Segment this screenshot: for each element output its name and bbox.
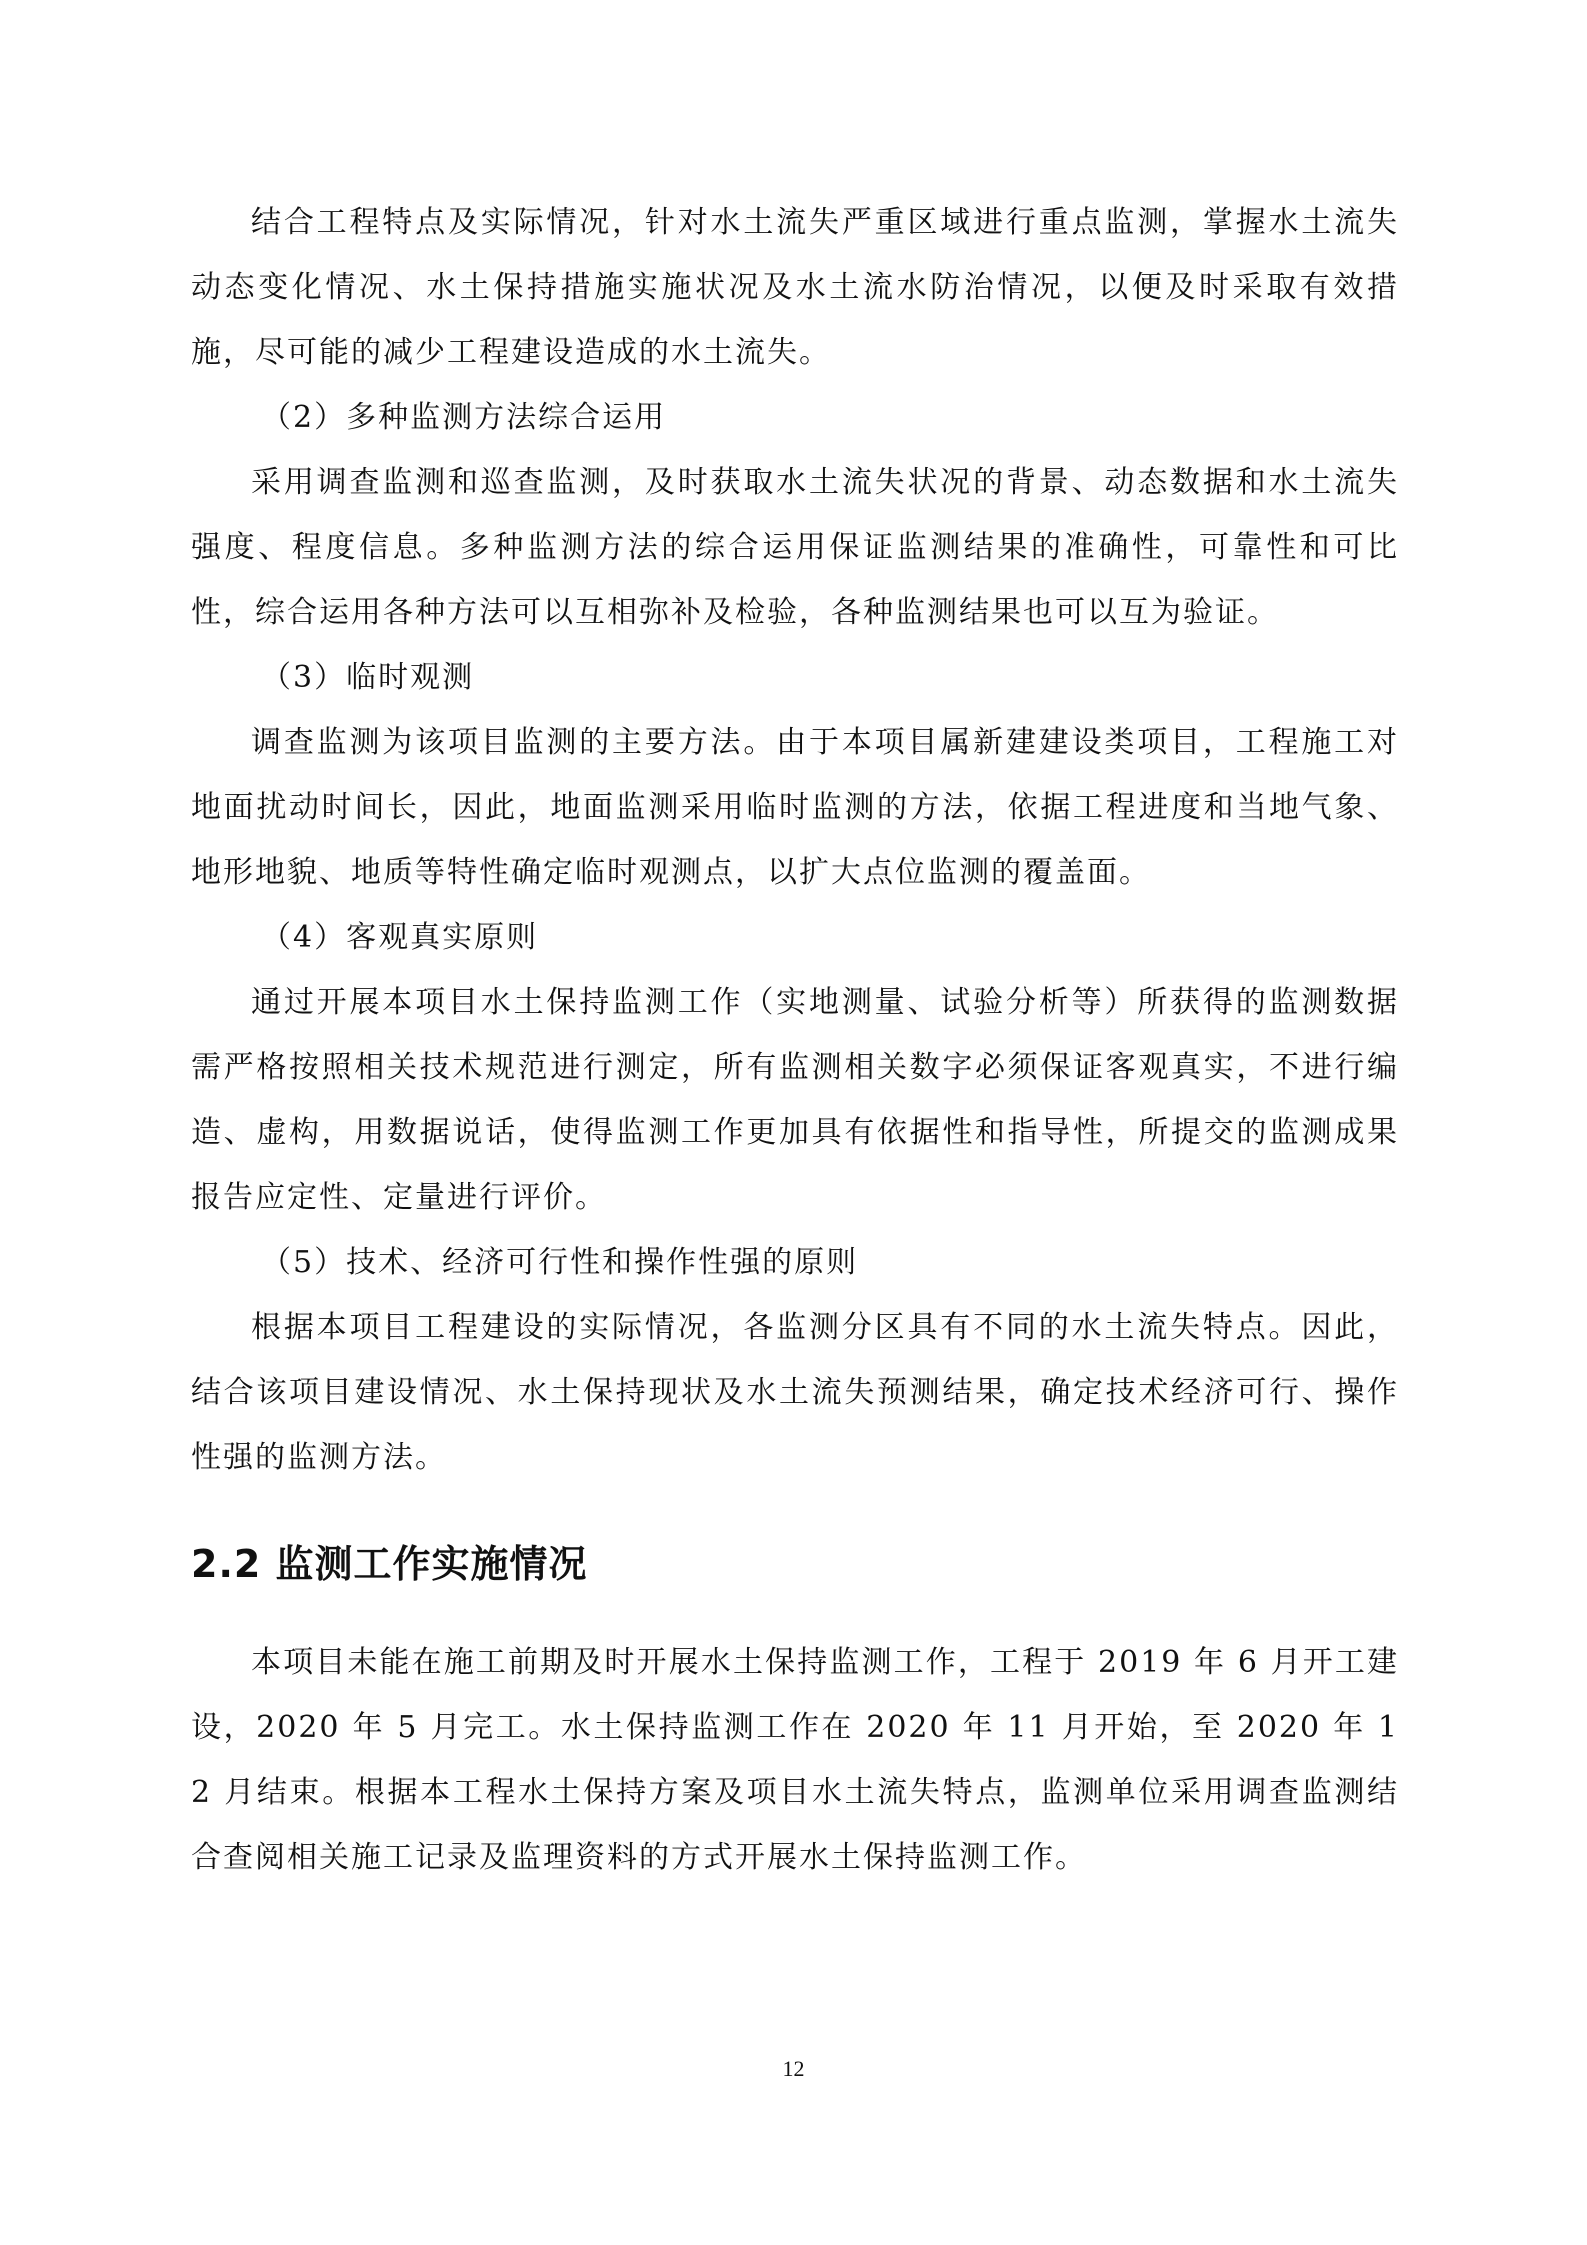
section-heading: 2.2 监测工作实施情况 xyxy=(191,1542,588,1586)
page-number: 12 xyxy=(782,2056,805,2081)
subheading: （5）技术、经济可行性和操作性强的原则 xyxy=(261,1245,859,1280)
paragraph: 结合工程特点及实际情况，针对水土流失严重区域进行重点监测，掌握水土流失动态变化情况、水土保持措施实施状况及水土流水防治情况，以便及时采取有效措施，尽可能的减少工程建设造成的水土流失。 xyxy=(191,205,1399,370)
subheading: （2）多种监测方法综合运用 xyxy=(261,400,667,435)
page-content xyxy=(191,190,1399,1890)
paragraph: 根据本项目工程建设的实际情况，各监测分区具有不同的水土流失特点。因此，结合该项目建设情况、水土保持现状及水土流失预测结果，确定技术经济可行、操作性强的监测方法。 xyxy=(191,1310,1399,1475)
paragraph: 通过开展本项目水土保持监测工作（实地测量、试验分析等）所获得的监测数据需严格按照相关技术规范进行测定，所有监测相关数字必须保证客观真实，不进行编造、虚构，用数据说话，使得监测工作更加具有依据性和指导性，所提交的监测成果报告应定性、定量进行评价。 xyxy=(191,985,1399,1215)
subheading: （4）客观真实原则 xyxy=(261,920,539,955)
subheading: （3）临时观测 xyxy=(261,660,475,695)
section-paragraph: 本项目未能在施工前期及时开展水土保持监测工作，工程于 2019 年 6 月开工建设，2020 年 5 月完工。水土保持监测工作在 2020 年 11 月开始，至 2020 年 12 月结束。根据本工程水土保持方案及项目水土流失特点，监测单位采用调查监测结合查阅相关施工记录及监理资料的方式开展水土保持监测工作。 xyxy=(191,1645,1399,1875)
paragraph: 采用调查监测和巡查监测，及时获取水土流失状况的背景、动态数据和水土流失强度、程度信息。多种监测方法的综合运用保证监测结果的准确性，可靠性和可比性，综合运用各种方法可以互相弥补及检验，各种监测结果也可以互为验证。 xyxy=(191,465,1399,630)
paragraph: 调查监测为该项目监测的主要方法。由于本项目属新建建设类项目，工程施工对地面扰动时间长，因此，地面监测采用临时监测的方法，依据工程进度和当地气象、地形地貌、地质等特性确定临时观测点，以扩大点位监测的覆盖面。 xyxy=(191,725,1399,890)
